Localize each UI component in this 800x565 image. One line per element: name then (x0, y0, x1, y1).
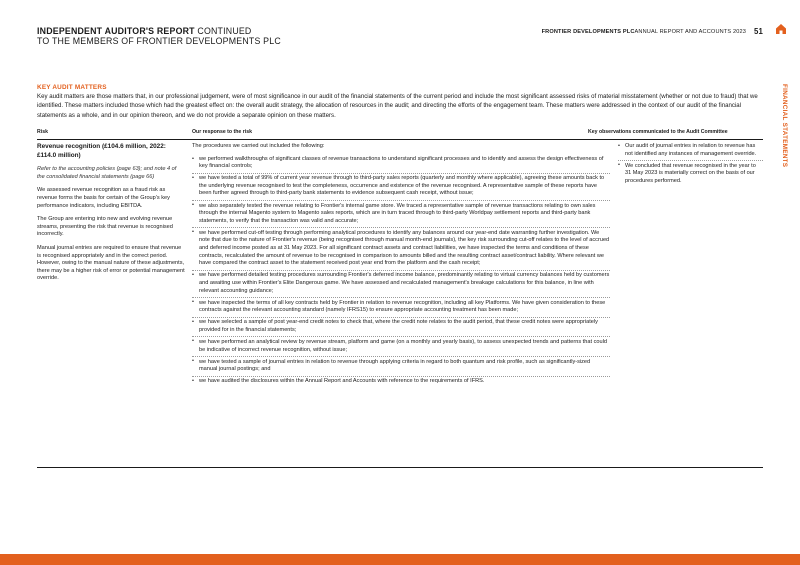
list-item: • we have performed an analytical review by revenue stream, platform and game (on a monthly and yearly basis), to assess unexpected trends and patterns that could be indicative of incorrect revenue recognition, without issue; (192, 336, 610, 356)
list-item: • we have performed cut-off testing through performing analytical procedures to identify any balances around our year-end date warranting further investigation. We note that due to the nature of Frontier's revenue (being recognised through manual month-end journals), the key risk surrounding cut-off relates to the level of accrued and deferred income posted as at 31 May 2023. For all significant contract assets and contract liabilities, we have inspected the terms and conditions of these contracts, recalculated the amount of revenue to be recognised in comparison to amounts billed and the resulting contract asset/contract liability. Where relevant we have compared the contract asset to the statement received post year end from the platform and the cash receipt; (192, 227, 610, 269)
list-item: • we also separately tested the revenue relating to Frontier's internal game store. We traced a representative sample of revenue transactions relating to own sales through the internal Magento system to Magento sales reports, which are in turn traced through to third-party Worldpay settlement reports and third-party bank statements, to verify that the transaction was valid and accurate; (192, 200, 610, 227)
response-intro: The procedures we carried out included the following: (192, 143, 325, 149)
table-bottom-rule (37, 467, 763, 468)
observations-column (618, 143, 763, 187)
header-observations: Key observations communicated to the Audit Committee (588, 129, 728, 135)
risk-reference: Refer to the accounting policies (page 63); and note 4 of the consolidated financial statements (page 66) (37, 166, 177, 180)
home-icon[interactable] (775, 23, 787, 35)
header-response: Our response to the risk (192, 129, 252, 135)
list-item: • We concluded that revenue recognised in the year to 31 May 2023 is materially correct on the basis of our procedures performed. (618, 160, 763, 187)
company-name: FRONTIER DEVELOPMENTS PLC (541, 28, 635, 35)
report-subtitle: TO THE MEMBERS OF FRONTIER DEVELOPMENTS PLC (37, 36, 281, 46)
risk-paragraph: We assessed revenue recognition as a fraud risk as revenue forms the basis for certain of the Group's key performance indicators, including EBITDA. (37, 187, 170, 209)
response-list (192, 156, 610, 388)
report-title: INDEPENDENT AUDITOR'S REPORT CONTINUED (37, 26, 252, 36)
key-audit-matters-title: KEY AUDIT MATTERS (37, 84, 107, 91)
table-header (37, 128, 763, 140)
list-item: • Our audit of journal entries in relation to revenue has not identified any instances of management override. (618, 143, 757, 157)
list-item: • we have selected a sample of post year-end credit notes to check that, where the credit note relates to the audit period, that these credit notes were appropriately provided for in the financial statements; (192, 317, 610, 337)
list-item: • we have tested a total of 99% of current year revenue through to third-party sales reports (quarterly and monthly where applicable), agreeing these amounts back to the underlying revenue recognised to test the completeness, occurrence and existence of the revenue recognised. A representative sample of these reports have been further agreed through to third-party bank statements to evidence subsequent cash receipt, without issue; (192, 173, 610, 200)
header-risk: Risk (37, 129, 48, 135)
list-item: • we have tested a sample of journal entries in relation to revenue through applying criteria in regard to both quantum and risk profile, such as significantly-sized manual journal postings; and (192, 356, 610, 376)
section-side-label[interactable]: FINANCIAL STATEMENTS (781, 84, 788, 168)
page-number: 51 (754, 27, 763, 36)
key-audit-matters-table (37, 128, 763, 385)
publication-info (542, 27, 763, 36)
response-column (192, 143, 610, 388)
footer-bar (0, 554, 800, 565)
list-item: • we have performed detailed testing procedures surrounding Frontier's deferred income balance, predominantly relating to virtual currency balances held by customers and awaiting use within Frontier's Elite Dangerous game. We have assessed and recalculated management's breakage calculations for this balance, in line with relevant accounting guidance; (192, 270, 610, 297)
report-header (37, 26, 281, 46)
risk-paragraph: Manual journal entries are required to ensure that revenue is recognised appropriately and in the correct period. However, owing to the manual nature of these adjustments, there may be a higher risk of error or potential management override. (37, 244, 185, 282)
risk-column (37, 143, 185, 289)
list-item: • we have inspected the terms of all key contracts held by Frontier in relation to revenue recognition, including all key Platforms. We have given consideration to these contracts against the relevant accounting standard (namely IFRS15) to ensure appropriate accounting treatment has been made; (192, 297, 610, 317)
risk-paragraph: The Group are entering into new and evolving revenue streams, presenting the risk that revenue is recognised incorrectly. (37, 216, 173, 238)
observations-list (618, 143, 763, 187)
list-item: • we performed walkthroughs of significant classes of revenue transactions to understand significant processes and to identify and assess the design effectiveness of key financial controls; (192, 155, 604, 170)
risk-title: Revenue recognition (£104.6 million, 2022: £114.0 million) (37, 143, 166, 159)
list-item: • we have audited the disclosures within the Annual Report and Accounts with reference to the requirements of IFRS. (192, 376, 610, 388)
key-audit-matters-body: Key audit matters are those matters that, in our professional judgement, were of most significance in our audit of the financial statements of the current period and include the most significant assessed risks of material misstatement (whether or not due to fraud) that we identified. These matters included those which had the greatest effect on: the overall audit strategy, the allocation of resources in the audit; and directing the efforts of the engagement team. These matters were addressed in the context of our audit of the financial statements as a whole, and in our opinion thereon, and we do not provide a separate opinion on these matters. (37, 93, 758, 119)
report-name: ANNUAL REPORT AND ACCOUNTS 2023 (634, 28, 747, 35)
